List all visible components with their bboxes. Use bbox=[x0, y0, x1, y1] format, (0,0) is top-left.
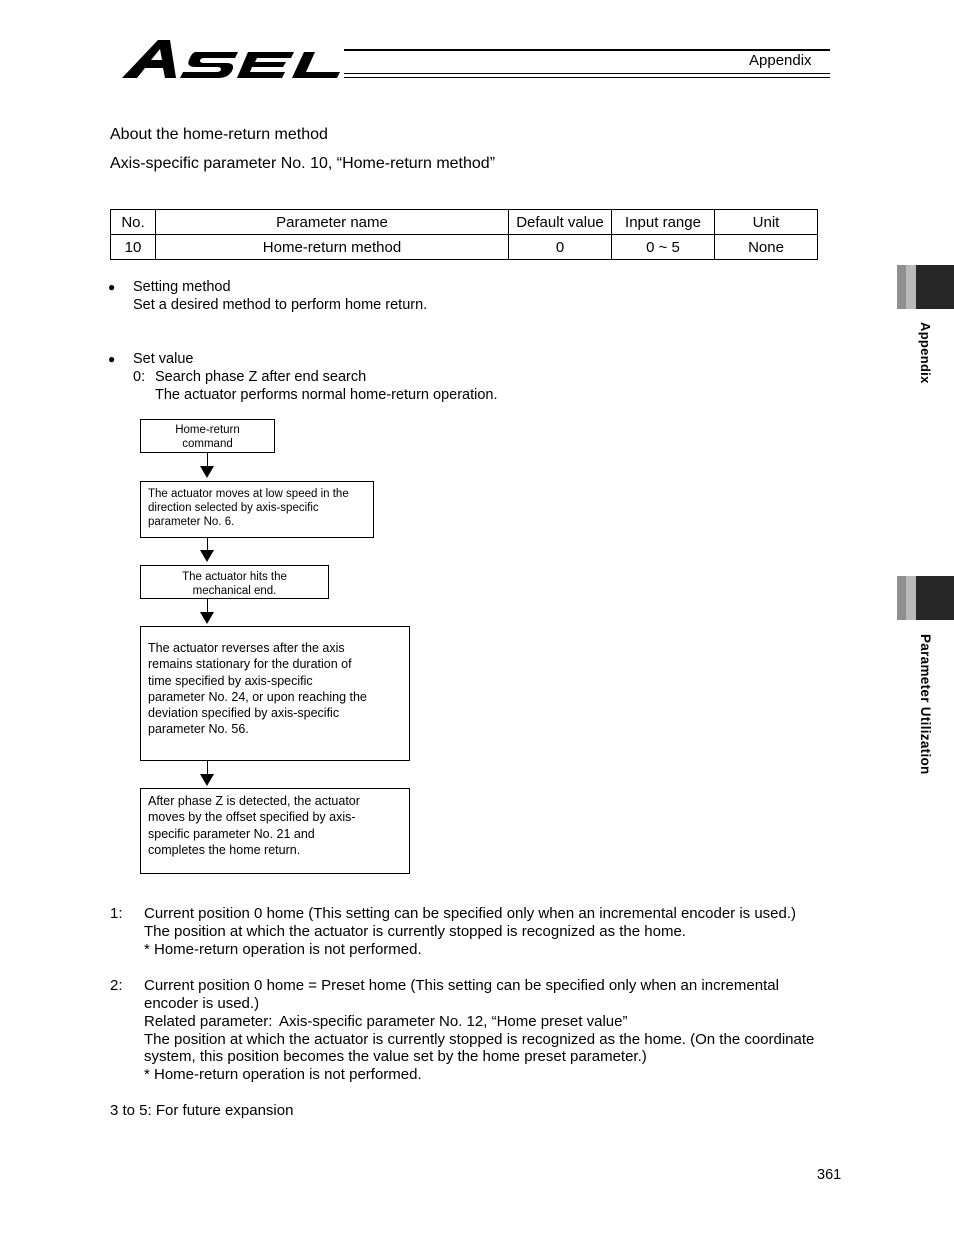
side-label-appendix: Appendix bbox=[918, 322, 933, 384]
cell-parameter-name: Home-return method bbox=[156, 235, 509, 260]
item2-line6: * Home-return operation is not performed. bbox=[144, 1066, 422, 1083]
header-no: No. bbox=[111, 210, 156, 235]
tab-stripe bbox=[906, 576, 916, 620]
heading-home-return-method: About the home-return method bbox=[110, 126, 328, 143]
cell-no: 10 bbox=[111, 235, 156, 260]
flow-arrow-line bbox=[207, 453, 208, 467]
side-tab-appendix bbox=[897, 265, 954, 309]
flow-arrow-head-icon bbox=[200, 774, 214, 786]
item3-future-expansion: 3 to 5: For future expansion bbox=[110, 1102, 294, 1119]
setting-method-title: Setting method bbox=[133, 279, 231, 295]
header-parameter-name: Parameter name bbox=[156, 210, 509, 235]
flow-box1-line: command bbox=[182, 438, 233, 450]
flow-box3-line: The actuator hits the bbox=[182, 571, 287, 583]
flow-arrow-head-icon bbox=[200, 612, 214, 624]
page-number: 361 bbox=[817, 1167, 842, 1183]
tab-stripe bbox=[897, 265, 906, 309]
item2-related-value: Axis-specific parameter No. 12, “Home preset value” bbox=[279, 1013, 628, 1030]
bullet-icon: ● bbox=[108, 280, 116, 294]
asel-logo bbox=[118, 36, 344, 82]
header-rule-bottom bbox=[344, 77, 830, 78]
flow-box2-line: direction selected by axis-specific bbox=[148, 502, 319, 514]
tab-stripe bbox=[897, 576, 906, 620]
flow-box-actuator-reverses bbox=[140, 626, 410, 761]
side-tab-parameter-utilization bbox=[897, 576, 954, 620]
tab-stripe bbox=[906, 265, 916, 309]
flow-box4-line: time specified by axis-specific bbox=[148, 673, 313, 688]
flow-arrow-line bbox=[207, 599, 208, 613]
flow-box1-line: Home-return bbox=[175, 424, 240, 436]
flow-box5-line: After phase Z is detected, the actuator bbox=[148, 794, 360, 808]
tab-block bbox=[916, 576, 954, 620]
flow-box5-line: completes the home return. bbox=[148, 842, 301, 857]
item2-line5: system, this position becomes the value set by the home preset parameter.) bbox=[144, 1048, 647, 1065]
item2-related-label: Related parameter: bbox=[144, 1013, 273, 1030]
header-rule-mid bbox=[344, 73, 830, 74]
item1-line3: * Home-return operation is not performed. bbox=[144, 941, 422, 958]
flow-box4-line: parameter No. 24, or upon reaching the bbox=[148, 689, 367, 704]
item1-label: 1: bbox=[110, 905, 123, 922]
header-input-range: Input range bbox=[612, 210, 715, 235]
flow-box-phase-z-detected bbox=[140, 788, 410, 874]
bullet-icon: ● bbox=[108, 352, 116, 366]
flow-box3-line: mechanical end. bbox=[192, 585, 277, 597]
set-value-item0-title: Search phase Z after end search bbox=[155, 369, 367, 385]
flow-box2-line: The actuator moves at low speed in the bbox=[148, 488, 349, 500]
header-default-value: Default value bbox=[509, 210, 612, 235]
set-value-item0-label: 0: bbox=[133, 369, 146, 385]
flow-box4-line: deviation specified by axis-specific bbox=[148, 706, 340, 721]
header-unit: Unit bbox=[715, 210, 818, 235]
set-value-title: Set value bbox=[133, 351, 194, 367]
flow-arrow-head-icon bbox=[200, 550, 214, 562]
flow-arrow-line bbox=[207, 761, 208, 775]
item1-line1: Current position 0 home (This setting can be specified only when an incremental encoder is used.) bbox=[144, 905, 797, 922]
parameter-table bbox=[110, 209, 818, 260]
flow-box2-line: parameter No. 6. bbox=[148, 516, 235, 528]
flow-box5-line: specific parameter No. 21 and bbox=[148, 826, 315, 841]
setting-method-desc: Set a desired method to perform home return. bbox=[133, 297, 428, 313]
side-label-parameter-utilization: Parameter Utilization bbox=[918, 634, 933, 775]
header-rule-top bbox=[344, 49, 830, 51]
flow-box-home-return-command bbox=[140, 419, 275, 453]
item2-line1: Current position 0 home = Preset home (This setting can be specified only when an incremental bbox=[144, 977, 779, 994]
flow-box-low-speed-move bbox=[140, 481, 374, 538]
tab-block bbox=[916, 265, 954, 309]
flow-box4-line: remains stationary for the duration of bbox=[148, 657, 352, 672]
cell-unit: None bbox=[715, 235, 818, 260]
table-header-row bbox=[111, 210, 818, 235]
header-section-title: Appendix bbox=[749, 52, 812, 69]
flow-box-hits-mechanical-end bbox=[140, 565, 329, 599]
item2-label: 2: bbox=[110, 977, 123, 994]
flow-box4-line: The actuator reverses after the axis bbox=[148, 641, 345, 655]
flow-box4-line: parameter No. 56. bbox=[148, 722, 249, 737]
flow-box5-line: moves by the offset specified by axis- bbox=[148, 810, 356, 825]
flow-arrow-head-icon bbox=[200, 466, 214, 478]
item1-line2: The position at which the actuator is currently stopped is recognized as the home. bbox=[144, 923, 686, 940]
heading-parameter-no-10: Axis-specific parameter No. 10, “Home-return method” bbox=[110, 155, 496, 172]
item2-line4: The position at which the actuator is currently stopped is recognized as the home. (On the coordinate bbox=[144, 1031, 815, 1048]
cell-input-range: 0 ~ 5 bbox=[612, 235, 715, 260]
item2-line2: encoder is used.) bbox=[144, 995, 260, 1012]
set-value-item0-desc: The actuator performs normal home-return operation. bbox=[155, 387, 498, 403]
cell-default-value: 0 bbox=[509, 235, 612, 260]
table-row bbox=[111, 235, 818, 260]
